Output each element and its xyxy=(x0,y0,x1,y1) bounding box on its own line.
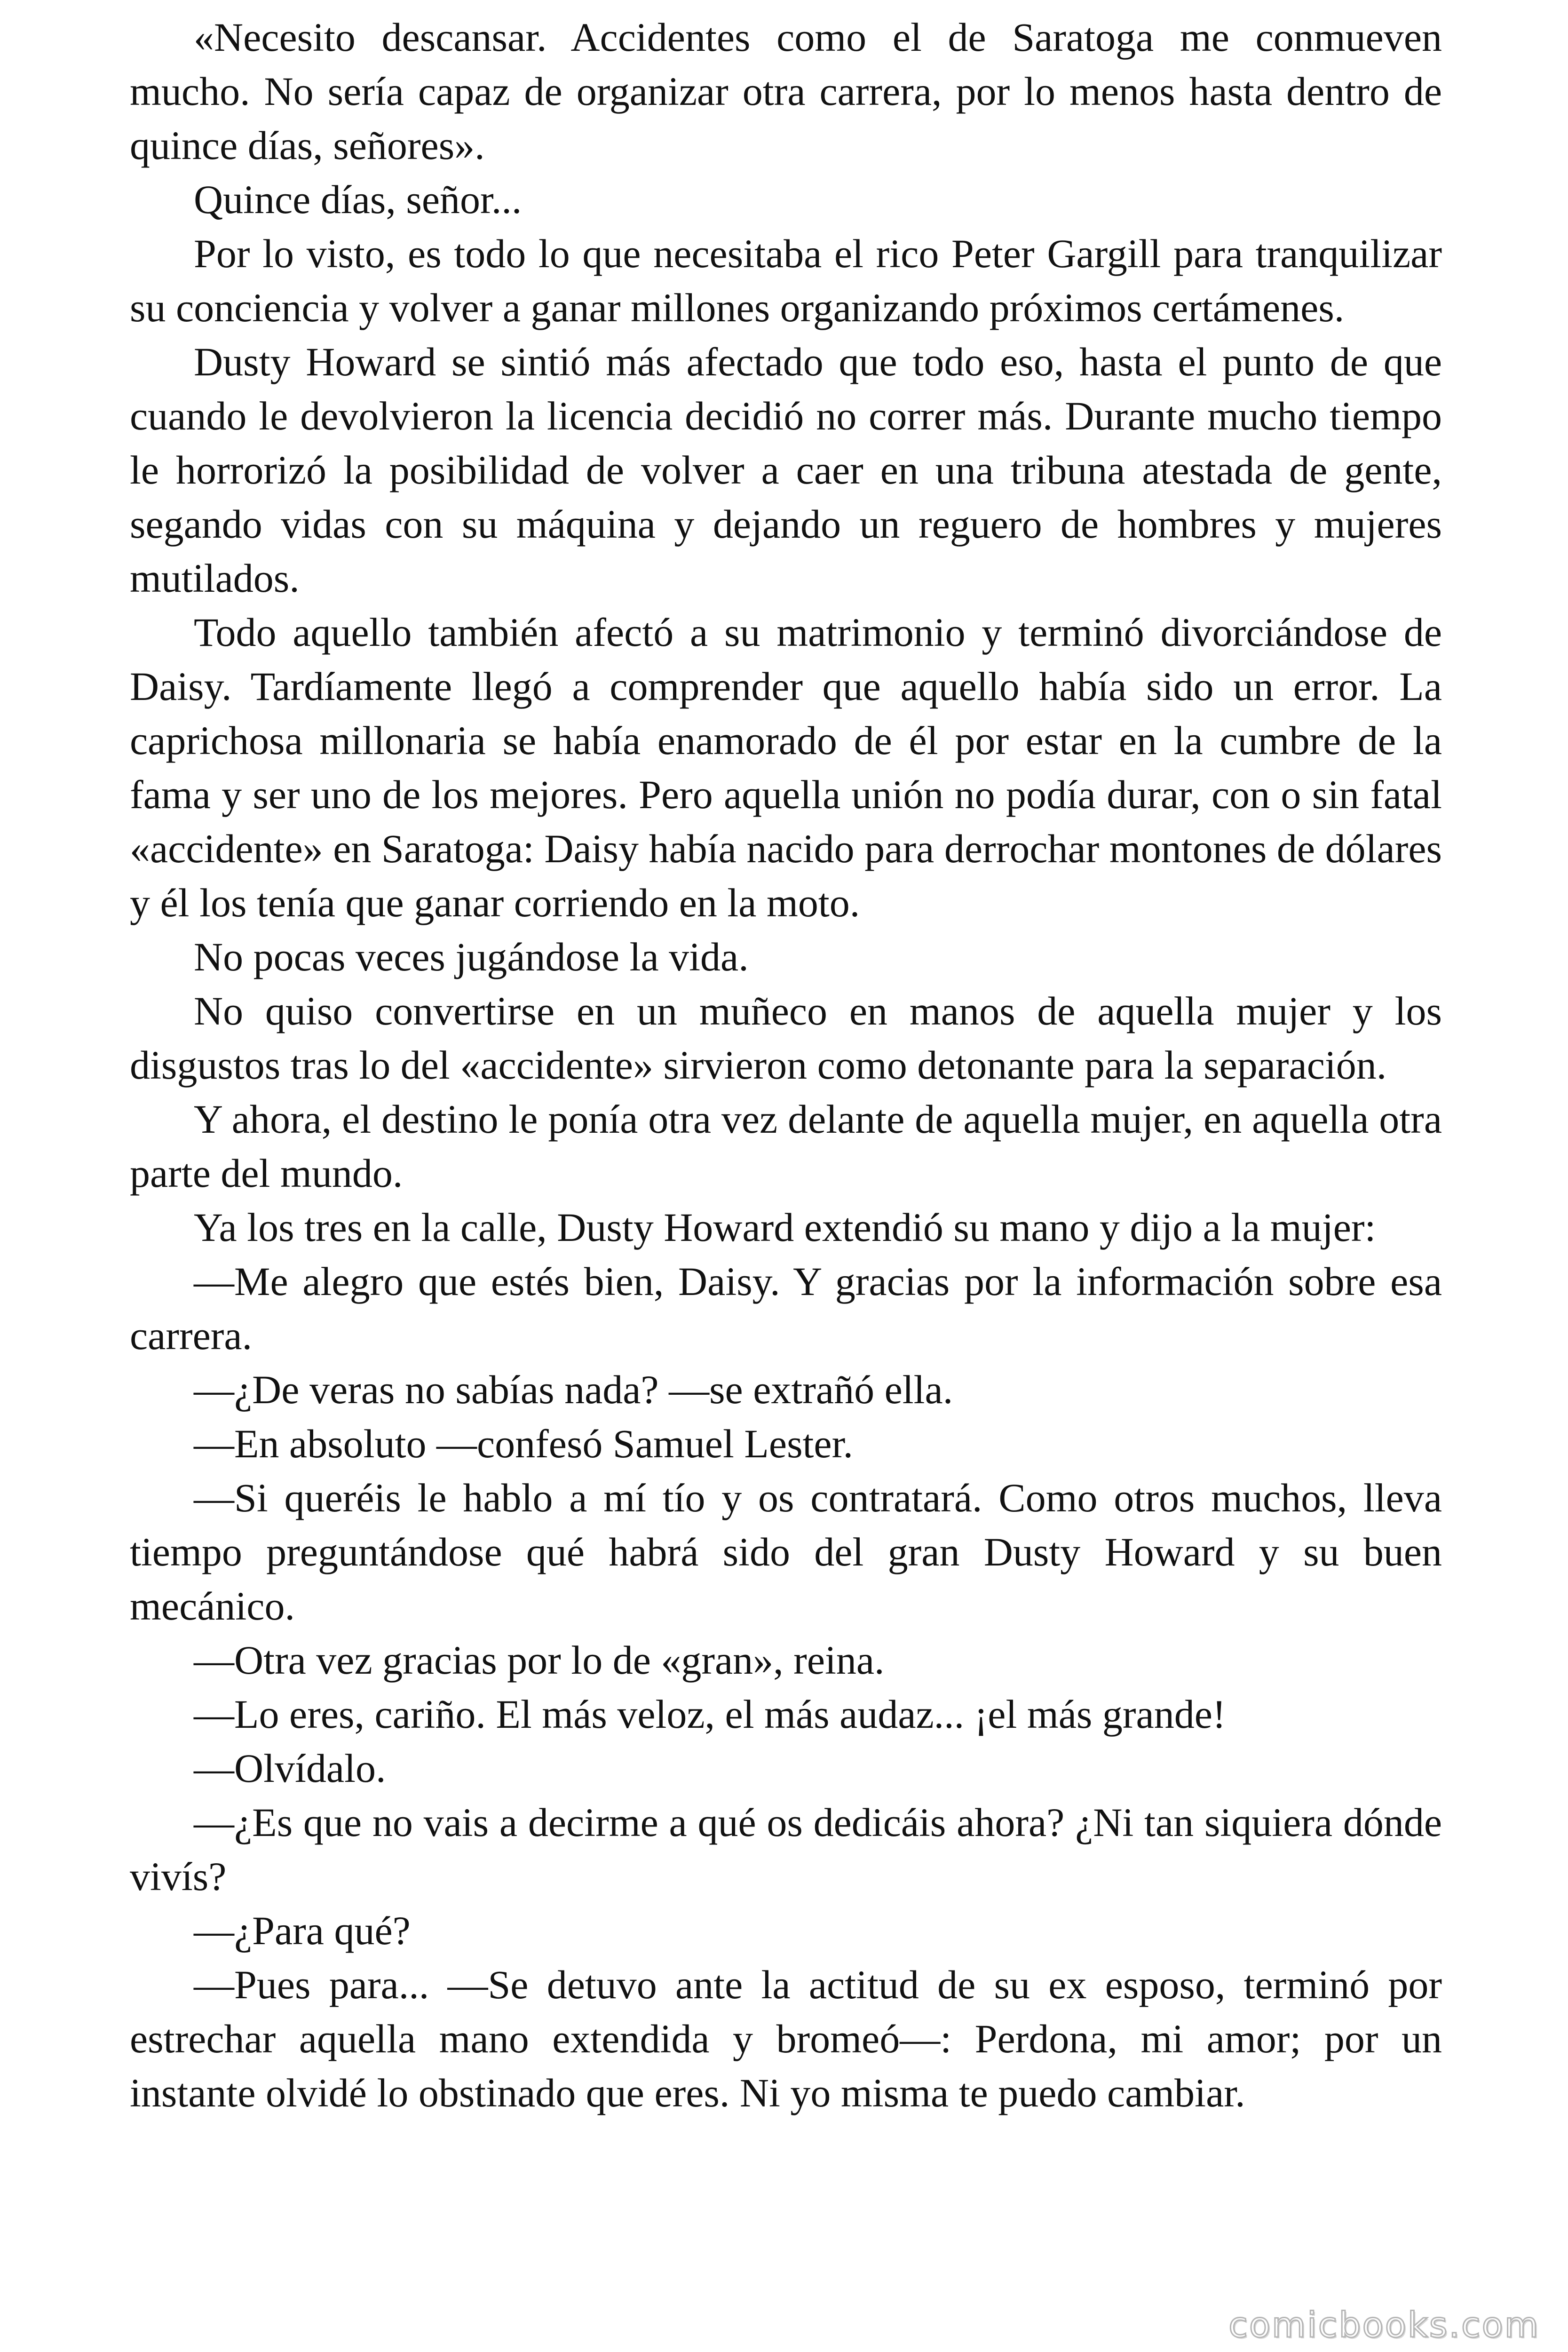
paragraph: —Pues para... —Se detuvo ante la actitud de su ex esposo, terminó por estrechar aquella mano extendida y bromeó—: Perdona, mi amor; por un instante olvidé lo obstinado que eres. Ni yo misma te puedo cambiar. xyxy=(130,1962,1442,2115)
page-text xyxy=(130,10,1442,2120)
paragraph: —¿De veras no sabías nada? —se extrañó ella. xyxy=(194,1367,953,1412)
paragraph: Ya los tres en la calle, Dusty Howard extendió su mano y dijo a la mujer: xyxy=(194,1205,1376,1250)
paragraph: No pocas veces jugándose la vida. xyxy=(194,934,749,979)
paragraph: Y ahora, el destino le ponía otra vez delante de aquella mujer, en aquella otra parte del mundo. xyxy=(130,1097,1442,1196)
paragraph: Dusty Howard se sintió más afectado que todo eso, hasta el punto de que cuando le devolvieron la licencia decidió no correr más. Durante mucho tiempo le horrorizó la posibilidad de volver a caer en una tribuna atestada de gente, segando vidas con su máquina y dejando un reguero de hombres y mujeres mutilados. xyxy=(130,339,1442,601)
paragraph: —Otra vez gracias por lo de «gran», reina. xyxy=(194,1637,885,1683)
paragraph: Quince días, señor... xyxy=(194,177,522,222)
paragraph: —Olvídalo. xyxy=(194,1746,386,1791)
paragraph: «Necesito descansar. Accidentes como el de Saratoga me conmueven mucho. No sería capaz de organizar otra carrera, por lo menos hasta dentro de quince días, señores». xyxy=(130,15,1442,168)
paragraph: —En absoluto —confesó Samuel Lester. xyxy=(194,1421,853,1466)
paragraph: No quiso convertirse en un muñeco en manos de aquella mujer y los disgustos tras lo del «accidente» sirvieron como detonante para la separación. xyxy=(130,988,1442,1088)
paragraph: Por lo visto, es todo lo que necesitaba el rico Peter Gargill para tranquilizar su conciencia y volver a ganar millones organizando próximos certámenes. xyxy=(130,231,1442,330)
paragraph: —Lo eres, cariño. El más veloz, el más audaz... ¡el más grande! xyxy=(194,1692,1226,1737)
paragraph: Todo aquello también afectó a su matrimonio y terminó divorciándose de Daisy. Tardíamente llegó a comprender que aquello había sido un error. La caprichosa millonaria se había enamorado de él por estar en la cumbre de la fama y ser uno de los mejores. Pero aquella unión no podía durar, con o sin fatal «accidente» en Saratoga: Daisy había nacido para derrochar montones de dólares y él los tenía que ganar corriendo en la moto. xyxy=(130,610,1442,925)
paragraph: —Me alegro que estés bien, Daisy. Y gracias por la información sobre esa carrera. xyxy=(130,1259,1442,1358)
paragraph: —¿Para qué? xyxy=(194,1908,411,1953)
watermark: comicbooks.com xyxy=(1228,2305,1540,2345)
paragraph: —¿Es que no vais a decirme a qué os dedicáis ahora? ¿Ni tan siquiera dónde vivís? xyxy=(130,1800,1442,1899)
paragraph: —Si queréis le hablo a mí tío y os contratará. Como otros muchos, lleva tiempo preguntándose qué habrá sido del gran Dusty Howard y su buen mecánico. xyxy=(130,1475,1442,1629)
